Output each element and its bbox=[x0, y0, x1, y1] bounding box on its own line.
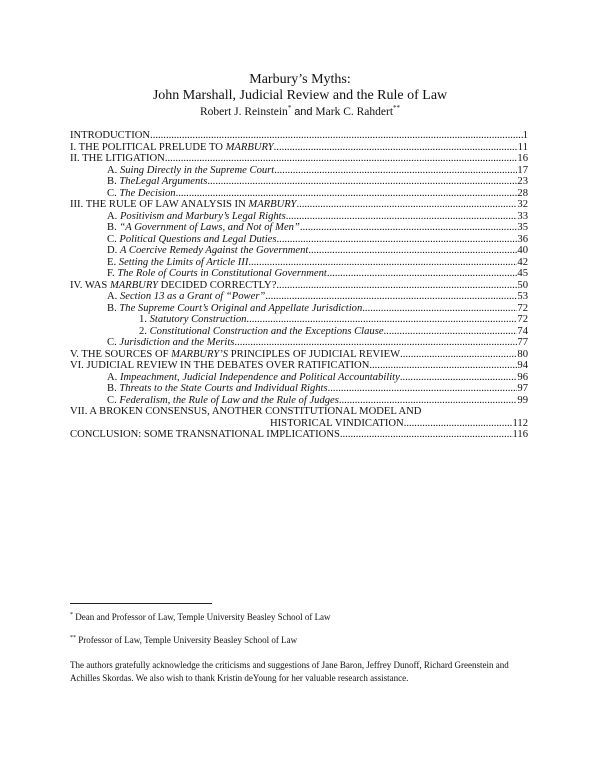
toc-row bbox=[70, 303, 528, 315]
toc-row bbox=[70, 314, 528, 326]
toc-row bbox=[70, 142, 528, 154]
toc-label: A. Impeachment, Judicial Independence and Political Accountability bbox=[107, 371, 400, 383]
toc-row bbox=[70, 291, 528, 303]
toc-page: 50 bbox=[517, 279, 528, 291]
toc-row bbox=[70, 349, 528, 361]
toc-label: CONCLUSION: SOME TRANSNATIONAL IMPLICATIONS bbox=[70, 429, 340, 440]
toc-page: 35 bbox=[517, 222, 528, 233]
toc-page: 36 bbox=[517, 233, 528, 245]
author-1-mark: * bbox=[287, 104, 292, 112]
toc-page: 45 bbox=[517, 268, 528, 279]
toc-label: C. The Decision bbox=[107, 187, 176, 199]
toc-page: 72 bbox=[517, 302, 528, 314]
acknowledgment: The authors gratefully acknowledge the criticisms and suggestions of Jane Baron, Jeffrey Dunoff, Richard Greenstein and Achilles Skordas. We also wish to thank Kristin deYoung for her valuable research assistance. bbox=[70, 660, 509, 683]
toc-row bbox=[70, 188, 528, 200]
footnote-divider bbox=[70, 603, 212, 604]
toc-page: 97 bbox=[517, 383, 528, 394]
toc-row bbox=[70, 153, 528, 165]
toc-label: B. TheLegal Arguments bbox=[107, 176, 208, 187]
toc-label: VI. JUDICIAL REVIEW IN THE DEBATES OVER RATIFICATION bbox=[70, 360, 370, 371]
toc-row bbox=[70, 199, 528, 211]
toc-label: E. Setting the Limits of Article III bbox=[107, 256, 249, 268]
toc-row bbox=[70, 383, 528, 395]
toc-label: F. The Role of Courts in Constitutional Government bbox=[107, 268, 327, 279]
toc-row bbox=[70, 245, 528, 257]
toc-label: IV. WAS MARBURY DECIDED CORRECTLY? bbox=[70, 279, 277, 291]
toc-label: 1. Statutory Construction bbox=[139, 314, 247, 325]
title-line-1: Marbury’s Myths: bbox=[249, 72, 351, 87]
toc-row bbox=[70, 165, 528, 177]
table-of-contents bbox=[70, 130, 528, 441]
toc-row bbox=[70, 418, 528, 430]
toc-page: 42 bbox=[517, 256, 528, 268]
toc-row bbox=[70, 429, 528, 441]
toc-page: 80 bbox=[517, 348, 528, 360]
toc-page: 74 bbox=[517, 325, 528, 337]
author-1: Robert J. Reinstein bbox=[199, 105, 288, 118]
toc-row bbox=[70, 211, 528, 223]
toc-page: 1 bbox=[522, 130, 528, 141]
toc-label: A. Suing Directly in the Supreme Court bbox=[107, 164, 275, 176]
toc-label: C. Jurisdiction and the Merits bbox=[107, 337, 235, 348]
toc-label: B. The Supreme Court’s Original and Appellate Jurisdiction bbox=[107, 302, 363, 314]
toc-label: 2. Constitutional Construction and the Exceptions Clause bbox=[139, 325, 384, 337]
toc-page: 94 bbox=[517, 360, 528, 371]
toc-label: VII. A BROKEN CONSENSUS, ANOTHER CONSTITUTIONAL MODEL AND bbox=[70, 406, 422, 417]
toc-label: C. Federalism, the Rule of Law and the Rule of Judges bbox=[107, 394, 339, 406]
toc-page: 17 bbox=[517, 164, 528, 176]
toc-page: 23 bbox=[517, 176, 528, 187]
footnote-1: * Dean and Professor of Law, Temple University Beasley School of Law bbox=[70, 612, 331, 622]
toc-page: 53 bbox=[517, 291, 528, 302]
toc-page: 28 bbox=[517, 187, 528, 199]
toc-label: II. THE LITIGATION bbox=[70, 153, 165, 164]
author-2-mark: ** bbox=[393, 104, 401, 112]
toc-row bbox=[70, 337, 528, 349]
toc-row bbox=[70, 326, 528, 338]
toc-page: 16 bbox=[517, 153, 528, 164]
authors bbox=[0, 104, 600, 118]
toc-row bbox=[70, 222, 528, 234]
toc-label: A. Section 13 as a Grant of “Power” bbox=[107, 291, 266, 302]
toc-row bbox=[70, 268, 528, 280]
toc-row bbox=[70, 234, 528, 246]
toc-page: 96 bbox=[517, 371, 528, 383]
toc-label: B. “A Government of Laws, and Not of Men” bbox=[107, 222, 300, 233]
toc-page: 33 bbox=[517, 210, 528, 222]
toc-row bbox=[70, 372, 528, 384]
toc-row bbox=[70, 406, 528, 418]
toc-label: INTRODUCTION bbox=[70, 130, 151, 141]
toc-label: I. THE POLITICAL PRELUDE TO MARBURY bbox=[70, 141, 274, 153]
author-2: Mark C. Rahdert bbox=[315, 105, 394, 118]
toc-row bbox=[70, 130, 528, 142]
toc-row bbox=[70, 176, 528, 188]
toc-page: 11 bbox=[517, 141, 528, 153]
toc-page: 40 bbox=[517, 245, 528, 256]
toc-label: C. Political Questions and Legal Duties bbox=[107, 233, 277, 245]
toc-label: D. A Coercive Remedy Against the Government bbox=[107, 245, 309, 256]
toc-page: 112 bbox=[512, 417, 528, 429]
toc-label: B. Threats to the State Courts and Individual Rights bbox=[107, 383, 328, 394]
toc-label: HISTORICAL VINDICATION bbox=[270, 417, 404, 429]
toc-row bbox=[70, 280, 528, 292]
toc-page: 99 bbox=[517, 394, 528, 406]
toc-page: 116 bbox=[512, 429, 528, 440]
toc-row bbox=[70, 360, 528, 372]
toc-label: A. Positivism and Marbury’s Legal Rights bbox=[107, 210, 286, 222]
toc-page: 77 bbox=[517, 337, 528, 348]
toc-row bbox=[70, 395, 528, 407]
toc-page: 72 bbox=[517, 314, 528, 325]
toc-row bbox=[70, 257, 528, 269]
toc-page: 32 bbox=[517, 199, 528, 210]
title-line-2: John Marshall, Judicial Review and the Rule of Law bbox=[152, 88, 448, 103]
toc-label: III. THE RULE OF LAW ANALYSIS IN MARBURY bbox=[70, 199, 297, 210]
author-conjunction: and bbox=[294, 105, 313, 118]
footnote-2: ** Professor of Law, Temple University Beasley School of Law bbox=[70, 635, 298, 645]
toc-label: V. THE SOURCES OF MARBURY’S PRINCIPLES OF JUDICIAL REVIEW bbox=[70, 348, 401, 360]
